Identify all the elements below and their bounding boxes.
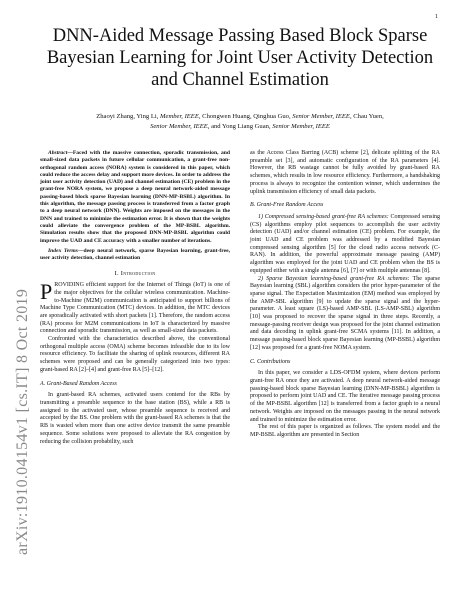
paper-title: DNN-Aided Message Passing Based Block Sparse Bayesian Learning for Joint User Activity Detection and Channel Estimation (46, 26, 434, 90)
arxiv-stamp: arXiv:1910.04154v1 [cs.IT] 8 Oct 2019 (14, 288, 31, 555)
sbl-text: The sparse Bayesian learning (SBL) algorithm considers the prior hyper-parameter of the sparse signal. The Expectation Maximization (EM) method was employed by the AMP-SBL algorithm [9] to update the sparse signal and the hyper-parameter. A least square (LS)-based AMP-SBL (LS-AMP-SBL) algorithm [10] was proposed to recover the sparse signal in three steps. Recently, a message-passing receiver design was proposed for the joint channel estimation and data decoding in uplink grant-free SCMA systems [11]. In addition, a message passing-based block sparse Bayesian learning (MP-BSBL) algorithm [12] was proposed for a grant-free NOMA system. (250, 275, 440, 351)
cs-subheading: 1) Compressed sensing-based grant-free RA schemes: (258, 213, 389, 220)
subsection-heading-grant-based: A. Grant-Based Random Access (40, 380, 117, 387)
grant-based-continued: as the Access Class Barring (ACB) scheme [2], delicate splitting of the RA preamble set [3], and automatic configuration of the RA parameters [4]. However, the RB wastage cannot be fully avoided by grant-based RA schemes, which results in low resource efficiency. Furthermore, a handshaking process is always to recognize the contention winner, which undermines the uplink transmission efficiency of small data packets. (250, 150, 440, 195)
subsection-heading-contributions: C. Contributions (250, 358, 291, 365)
right-column (250, 150, 440, 440)
sbl-subheading: 2) Sparse Bayesian learning-based grant-free RA schemes: (258, 275, 410, 282)
author-names: Zhaoyi Zhang, Ying Li, (96, 113, 161, 120)
index-terms-text: —deep neural network, sparse Bayesian learning, grant-free, user activity detection, channel estimation (40, 247, 230, 262)
author-affil: Member, IEEE (160, 113, 199, 120)
contributions-paragraph-2: The rest of this paper is organized as follows. The system model and the MP-BSBL algorithm are presented in Section (250, 424, 440, 438)
author-names: , and Yong Liang Guan, (207, 122, 273, 130)
cs-paragraph (250, 214, 440, 276)
abstract-lead: Abstract (48, 150, 68, 156)
author-block (40, 112, 440, 131)
author-affil: Senior Member, IEEE (272, 122, 330, 130)
contributions-paragraph-1: In this paper, we consider a LDS-OFDM system, where devices perform grant-free RA once they are activated. A deep neural network-aided message passing-based block sparse Bayesian learning (DNN-MP-BSBL) algorithm is proposed to perform joint UAD and CE. The iterative message passing process of the MP-BSBL algorithm [12] is transferred from a factor graph to a neural network. Weights are imposed on the messages passing in the neural network and trained to minimize the estimation error. (250, 370, 440, 423)
left-column (40, 150, 230, 446)
author-names: , Chongwen Huang, Qinghua Guo, (198, 113, 293, 120)
index-terms-lead: Index Terms (48, 247, 78, 254)
sbl-paragraph (250, 276, 440, 353)
subsection-heading-grant-free: B. Grant-Free Random Access (250, 202, 324, 209)
drop-cap: P (40, 279, 53, 305)
page-number: 1 (435, 14, 438, 20)
abstract-text: —Faced with the massive connection, sporadic transmission, and small-sized data packets in future cellular communication, a grant-free non-orthogonal random access (NORA) system is considered in this paper, which could reduce the access delay and support more devices. In order to address the joint user activity detection (UAD) and channel estimation (CE) problem in the grant-free NORA system, we propose a deep neural network-aided message passing-based block sparse Bayesian learning (DNN-MP-BSBL) algorithm. In this algorithm, the message passing process is transferred from a factor graph to a deep neural network (DNN). Weights are imposed on the messages in the DNN and trained to minimize the estimation error. It is shown that the weights could alleviate the convergence problem of the MP-BSBL algorithm. Simulation results show that the proposed DNN-MP-BSBL algorithm could improve the UAD and CE accuracy with a smaller number of iterations. (40, 150, 230, 244)
author-affil: Senior Member, IEEE (292, 113, 350, 120)
index-terms (40, 248, 230, 263)
author-affil: Senior Member, IEEE (150, 122, 208, 130)
author-names: , Chau Yuen, (349, 113, 384, 120)
section-heading-introduction: I. Introduction (114, 270, 156, 278)
abstract (40, 150, 230, 245)
intro-text-1: ROVIDING efficient support for the Internet of Things (IoT) is one of the major objectives for the cellular wireless communication. Machine-to-Machine (M2M) communication is anticipated to support billions of Machine Type Communication (MTC) devices. In addition, the MTC devices are sporadically activated with short packets [1]. Therefore, the random access (RA) process for M2M communications in IoT is characterized by massive connection and sporadic transmission, as well as small-sized data packets. (40, 282, 230, 335)
intro-paragraph-2: Confronted with the characteristics described above, the conventional orthogonal multiple access (OMA) scheme becomes infeasible due to its low resource efficiency. To facilitate the sharing of uplink resources, different RA schemes were proposed and can be generally categorized into two types: grant-based RA [2]–[4] and grant-free RA [5]–[12]. (40, 336, 230, 373)
intro-paragraph-1 (40, 279, 230, 336)
cs-text: Compressed sensing (CS) algorithms employ pilot sequences to accomplish the user activity detection (UAD) and/or channel estimation (CE) problem. For example, the joint UAD and CE problem was addressed by a modified Bayesian compressed sensing algorithm [5] for the cloud radio access network (C-RAN). In addition, the powerful approximate message passing (AMP) algorithm was employed for the joint UAD and CE problem when the BS is equipped either with a single antenna [6], [7] or with multiple antennas [8]. (250, 213, 440, 274)
grant-based-paragraph: In grant-based RA schemes, activated users contend for the RBs by transmitting a preamble sequence to the base station (BS), while a RB is assigned to the activated user, whose preamble sequence is received and accepted by the BS. One problem with the grant-based RA schemes is that the RB is wasted when more than one active device transmit the same preamble sequence. Some solutions were proposed to alleviate the RA congestion by reducing the collision probability, such (40, 392, 230, 445)
